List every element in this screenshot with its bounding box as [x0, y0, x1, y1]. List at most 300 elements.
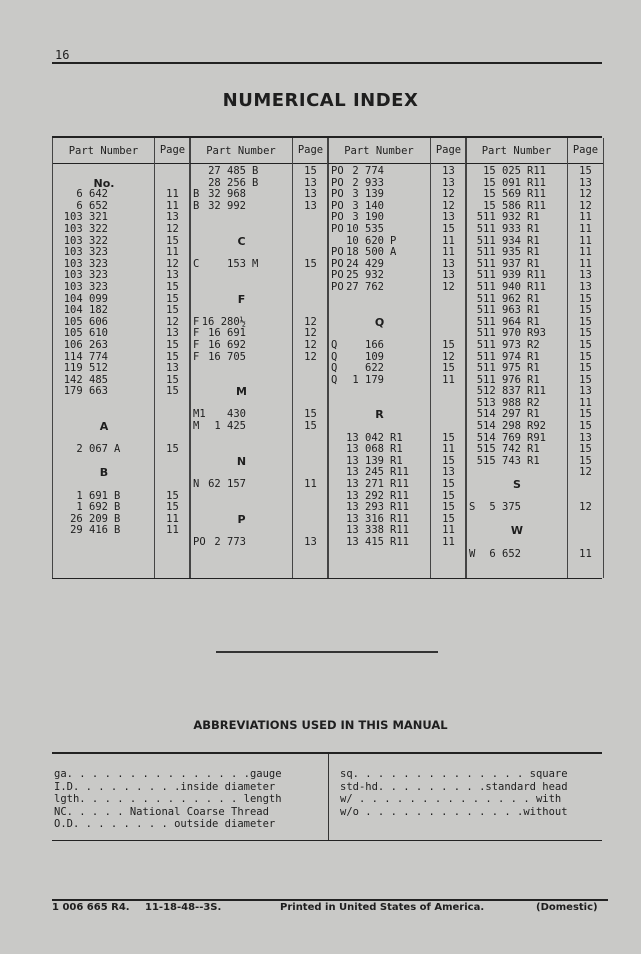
heading-label: F — [237, 292, 246, 306]
page-ref: 15 — [442, 338, 455, 351]
part-number: 105 610 — [63, 327, 108, 340]
index-row — [190, 259, 328, 271]
page-ref: 12 — [442, 188, 455, 201]
index-column — [189, 138, 329, 578]
index-letter-heading — [190, 294, 328, 306]
part-suffix: R11 — [527, 385, 546, 398]
page-ref: 15 — [442, 222, 455, 235]
part-suffix: B — [252, 165, 259, 177]
page-ref: 13 — [442, 211, 455, 224]
index-row — [328, 398, 466, 410]
heading-label: N — [236, 454, 247, 468]
part-number: 513 988 — [476, 396, 521, 409]
page-ref: 11 — [166, 512, 179, 525]
part-number: 103 321 — [63, 211, 108, 224]
part-prefix: B — [193, 199, 200, 212]
page-ref: 15 — [579, 304, 592, 317]
part-number: 13 338 — [346, 524, 384, 537]
index-row — [328, 421, 466, 433]
part-number-header: Part Number — [206, 144, 276, 157]
index-row — [190, 352, 328, 364]
index-row — [53, 305, 190, 317]
part-suffix: B — [114, 512, 121, 525]
page-ref: 15 — [304, 165, 317, 177]
part-suffix: R1 — [390, 431, 403, 444]
part-number: 511 933 — [476, 222, 521, 235]
part-number: 511 974 — [476, 350, 521, 363]
abbreviation-entry: std-hd. . . . . . . . .standard head — [340, 780, 568, 793]
part-number: 106 263 — [63, 338, 108, 351]
page-ref: 13 — [579, 280, 592, 293]
part-number: 6 652 — [76, 199, 108, 212]
page-ref: 13 — [442, 176, 455, 189]
part-prefix: W — [469, 547, 476, 560]
part-suffix: R11 — [390, 478, 409, 491]
part-number: 511 935 — [476, 246, 521, 259]
index-row — [328, 363, 466, 375]
part-prefix: S — [469, 501, 476, 514]
part-prefix: F — [193, 315, 200, 328]
index-row — [53, 409, 190, 421]
index-row — [190, 247, 328, 259]
part-suffix: B — [252, 176, 259, 189]
part-number-header: Part Number — [68, 144, 139, 157]
index-row — [190, 340, 328, 352]
page-ref: 15 — [442, 478, 455, 491]
part-number: 24 429 — [346, 257, 384, 270]
part-suffix: R1 — [527, 362, 540, 375]
page-ref: 13 — [442, 466, 455, 479]
page-number: 16 — [55, 48, 70, 62]
part-number: 515 742 — [476, 443, 521, 456]
part-suffix: R1 — [390, 443, 403, 456]
part-prefix: PO — [331, 280, 344, 293]
index-rows — [53, 166, 190, 537]
page-ref: 15 — [166, 292, 179, 305]
index-row — [328, 386, 466, 398]
index-row — [466, 282, 603, 294]
abbreviation-entry: w/o . . . . . . . . . . . . .without — [340, 805, 568, 818]
part-prefix: PO — [193, 536, 206, 548]
page-ref: 13 — [304, 176, 317, 189]
part-prefix: PO — [331, 257, 344, 270]
part-suffix: P — [390, 234, 397, 247]
part-suffix: M — [252, 257, 259, 270]
part-number: 16 705 — [208, 350, 246, 363]
part-number: 10 620 — [346, 234, 384, 247]
index-row — [466, 363, 603, 375]
heading-label: Q — [374, 315, 385, 329]
part-prefix: N — [193, 478, 200, 491]
part-suffix: R92 — [527, 420, 546, 433]
index-row — [466, 166, 603, 178]
index-row — [53, 247, 190, 259]
part-suffix: R1 — [527, 443, 540, 456]
part-number: 514 769 — [476, 431, 521, 444]
index-rows — [190, 166, 328, 549]
part-number: 29 416 — [70, 524, 108, 537]
part-prefix: B — [193, 188, 200, 201]
part-suffix: R93 — [527, 327, 546, 340]
part-number: 103 323 — [63, 246, 108, 259]
part-number: 2 933 — [352, 176, 384, 189]
index-row — [328, 166, 466, 178]
page-ref: 13 — [304, 536, 317, 548]
part-suffix: B — [114, 489, 121, 502]
part-suffix: R1 — [390, 454, 403, 467]
part-suffix: R11 — [390, 524, 409, 537]
part-prefix: PO — [331, 176, 344, 189]
index-letter-heading — [53, 421, 190, 433]
page-ref: 15 — [166, 373, 179, 386]
heading-label: A — [99, 420, 109, 434]
page-ref: 11 — [304, 478, 317, 491]
part-number: 511 937 — [476, 257, 521, 270]
part-number: 13 292 — [346, 489, 384, 502]
page-ref: 13 — [579, 269, 592, 282]
page-ref: 11 — [579, 211, 592, 224]
part-prefix: F — [193, 350, 200, 363]
index-row — [328, 479, 466, 491]
page-ref: 13 — [166, 327, 179, 340]
part-suffix: B — [114, 524, 121, 537]
part-prefix: M1 — [193, 408, 206, 421]
index-letter-heading — [190, 386, 328, 398]
index-letter-heading — [190, 514, 328, 526]
index-row — [53, 282, 190, 294]
part-number: 25 932 — [346, 269, 384, 282]
page-ref: 15 — [579, 292, 592, 305]
part-number: 511 975 — [476, 362, 521, 375]
abbreviations-title: ABBREVIATIONS USED IN THIS MANUAL — [193, 718, 448, 732]
page-ref: 12 — [442, 280, 455, 293]
part-number: 3 190 — [352, 211, 384, 224]
part-number: 511 932 — [476, 211, 521, 224]
page-ref: 15 — [166, 385, 179, 398]
abbreviation-entry: NC. . . . . National Coarse Thread — [54, 805, 269, 818]
index-row — [466, 224, 603, 236]
part-suffix: R1 — [527, 246, 540, 259]
part-suffix: R1 — [527, 408, 540, 421]
index-row — [466, 421, 603, 433]
part-number: 103 323 — [63, 269, 108, 282]
part-suffix: R1 — [527, 315, 540, 328]
heading-label: S — [513, 478, 521, 492]
part-suffix: A — [390, 246, 397, 259]
part-number: 27 762 — [346, 280, 384, 293]
part-suffix: R11 — [527, 269, 546, 282]
heading-label: P — [237, 512, 246, 526]
part-number: 622 — [365, 362, 384, 375]
index-row — [190, 305, 328, 317]
part-number: 511 976 — [476, 373, 521, 386]
part-suffix: R11 — [390, 489, 409, 502]
page-ref: 15 — [442, 489, 455, 502]
page-ref: 12 — [579, 188, 592, 201]
heading-label: B — [99, 466, 109, 480]
index-row — [466, 340, 603, 352]
index-row — [328, 247, 466, 259]
page-ref: 13 — [304, 188, 317, 201]
abbreviations-divider — [328, 754, 329, 840]
part-number: 13 293 — [346, 501, 384, 514]
part-suffix: R2 — [527, 338, 540, 351]
part-suffix: R11 — [527, 188, 546, 201]
part-number: 511 973 — [476, 338, 521, 351]
part-number: 28 256 — [208, 176, 246, 189]
part-number: 103 323 — [63, 257, 108, 270]
index-row — [328, 282, 466, 294]
index-letter-heading — [53, 467, 190, 479]
numerical-index-table — [52, 136, 602, 579]
part-number: 2 067 — [76, 443, 108, 456]
page-ref: 11 — [166, 188, 179, 201]
page-ref: 15 — [166, 501, 179, 514]
part-number: 511 962 — [476, 292, 521, 305]
part-number: 104 182 — [63, 304, 108, 317]
abbreviations-table — [52, 752, 602, 841]
part-suffix: R1 — [527, 222, 540, 235]
part-number: 3 139 — [352, 188, 384, 201]
page-ref: 15 — [579, 373, 592, 386]
part-number: 16 691 — [208, 327, 246, 340]
part-number: 13 271 — [346, 478, 384, 491]
index-letter-heading — [190, 456, 328, 468]
part-number: 515 743 — [476, 454, 521, 467]
index-column-header — [190, 138, 328, 164]
part-number: 16 280½ — [201, 315, 246, 328]
page-ref: 11 — [166, 246, 179, 259]
index-row — [466, 502, 603, 514]
section-divider — [216, 651, 438, 653]
page-ref: 15 — [579, 408, 592, 421]
part-number: 32 992 — [208, 199, 246, 212]
part-number: 514 298 — [476, 420, 521, 433]
page-ref: 15 — [166, 304, 179, 317]
page-ref: 12 — [166, 315, 179, 328]
index-row — [53, 525, 190, 537]
part-suffix: R11 — [390, 536, 409, 548]
footer-part-number: 1 006 665 R4. — [52, 902, 130, 913]
part-suffix: R11 — [527, 176, 546, 189]
page-ref: 11 — [442, 234, 455, 247]
part-number: 1 179 — [352, 373, 384, 386]
page-ref: 15 — [579, 327, 592, 340]
page-ref: 12 — [304, 338, 317, 351]
part-number: 103 323 — [63, 280, 108, 293]
part-number: 179 663 — [63, 385, 108, 398]
index-row — [53, 363, 190, 375]
index-row — [328, 294, 466, 306]
part-number: 119 512 — [63, 362, 108, 375]
part-prefix: Q — [331, 350, 338, 363]
part-suffix: R1 — [527, 350, 540, 363]
part-suffix: B — [114, 501, 121, 514]
footer-printed-note: Printed in United States of America. — [280, 902, 485, 913]
page-ref: 11 — [166, 199, 179, 212]
index-row — [466, 549, 603, 561]
footer-date-code: 11-18-48--3S. — [145, 902, 222, 913]
part-number: 62 157 — [208, 478, 246, 491]
page-header: Page — [430, 138, 466, 163]
page-title: NUMERICAL INDEX — [222, 90, 419, 111]
part-number: 32 968 — [208, 188, 246, 201]
index-letter-heading — [328, 409, 466, 421]
page-ref: 15 — [304, 257, 317, 270]
page-ref: 15 — [442, 362, 455, 375]
index-row — [466, 467, 603, 479]
part-suffix: R11 — [390, 466, 409, 479]
part-number: 15 586 — [483, 199, 521, 212]
part-number-header: Part Number — [344, 144, 414, 157]
part-number: 511 939 — [476, 269, 521, 282]
index-row — [190, 491, 328, 503]
page-ref: 13 — [166, 362, 179, 375]
index-row — [190, 282, 328, 294]
index-column-header — [53, 138, 190, 164]
page-ref: 11 — [166, 524, 179, 537]
page-ref: 13 — [579, 385, 592, 398]
page-ref: 15 — [166, 489, 179, 502]
page-ref: 15 — [166, 443, 179, 456]
part-number: 104 099 — [63, 292, 108, 305]
index-column — [52, 138, 191, 578]
part-prefix: M — [193, 420, 200, 433]
page-ref: 15 — [442, 512, 455, 525]
index-row — [53, 456, 190, 468]
part-number: 142 485 — [63, 373, 108, 386]
part-number: 103 322 — [63, 222, 108, 235]
part-number: 26 209 — [70, 512, 108, 525]
page-ref: 15 — [304, 420, 317, 433]
part-number: 13 139 — [346, 454, 384, 467]
part-suffix: R11 — [527, 165, 546, 177]
abbreviation-entry: I.D. . . . . . . . .inside diameter — [54, 780, 276, 793]
index-rows — [328, 166, 466, 549]
index-row — [190, 375, 328, 387]
page-ref: 11 — [579, 234, 592, 247]
part-number: 13 316 — [346, 512, 384, 525]
part-number: 430 — [227, 408, 246, 421]
page-ref: 15 — [579, 338, 592, 351]
index-row — [190, 363, 328, 375]
page-header: Page — [292, 138, 328, 163]
part-number: 511 934 — [476, 234, 521, 247]
page-ref: 11 — [442, 536, 455, 548]
index-row — [190, 479, 328, 491]
part-number: 1 425 — [214, 420, 246, 433]
page-ref: 15 — [304, 408, 317, 421]
index-row — [53, 340, 190, 352]
index-rows — [466, 166, 603, 560]
page-ref: 12 — [304, 350, 317, 363]
page-ref: 13 — [442, 269, 455, 282]
part-number: 153 — [227, 257, 246, 270]
part-number: 6 652 — [489, 547, 521, 560]
index-row — [190, 224, 328, 236]
page-ref: 11 — [579, 246, 592, 259]
part-number: 15 025 — [483, 165, 521, 177]
part-prefix: PO — [331, 246, 344, 259]
part-number: 13 415 — [346, 536, 384, 548]
index-row — [190, 502, 328, 514]
part-number: 2 773 — [214, 536, 246, 548]
part-suffix: R11 — [390, 501, 409, 514]
index-row — [190, 421, 328, 433]
part-number-header: Part Number — [481, 144, 552, 157]
part-number: 1 692 — [76, 501, 108, 514]
index-column — [465, 138, 604, 578]
page-ref: 11 — [442, 443, 455, 456]
page-header: Page — [154, 138, 190, 163]
page-ref: 15 — [166, 338, 179, 351]
index-row — [328, 224, 466, 236]
part-prefix: F — [193, 338, 200, 351]
part-number: 512 837 — [476, 385, 521, 398]
index-row — [190, 433, 328, 445]
part-suffix: R91 — [527, 431, 546, 444]
heading-label: No. — [93, 176, 115, 190]
part-number: 15 569 — [483, 188, 521, 201]
part-suffix: R11 — [527, 199, 546, 212]
part-number: 103 322 — [63, 234, 108, 247]
index-letter-heading — [466, 525, 603, 537]
part-suffix: R1 — [527, 292, 540, 305]
part-number: 114 774 — [63, 350, 108, 363]
page-ref: 11 — [579, 222, 592, 235]
index-row — [53, 398, 190, 410]
index-row — [53, 224, 190, 236]
part-suffix: R1 — [527, 304, 540, 317]
page-ref: 12 — [442, 350, 455, 363]
page-ref: 12 — [579, 501, 592, 514]
footer-rule — [52, 899, 608, 901]
page-ref: 15 — [579, 420, 592, 433]
heading-label: R — [375, 408, 384, 422]
part-number: 514 297 — [476, 408, 521, 421]
index-row — [328, 305, 466, 317]
part-number: 511 964 — [476, 315, 521, 328]
part-prefix: PO — [331, 188, 344, 201]
part-number: 5 375 — [489, 501, 521, 514]
part-suffix: R1 — [527, 454, 540, 467]
abbreviation-entry: w/ . . . . . . . . . . . . . . with — [340, 793, 562, 805]
part-number: 109 — [365, 350, 384, 363]
part-suffix: R1 — [527, 211, 540, 224]
index-row — [466, 247, 603, 259]
index-row — [53, 444, 190, 456]
part-number: 1 691 — [76, 489, 108, 502]
part-prefix: C — [193, 257, 200, 270]
page-ref: 11 — [442, 373, 455, 386]
abbreviation-entry: ga. . . . . . . . . . . . . . .gauge — [54, 768, 282, 780]
part-prefix: Q — [331, 338, 338, 351]
page-ref: 13 — [166, 269, 179, 282]
index-row — [53, 386, 190, 398]
part-number: 16 692 — [208, 338, 246, 351]
index-row — [466, 537, 603, 549]
page-ref: 13 — [442, 165, 455, 177]
page-ref: 15 — [579, 315, 592, 328]
part-number: 511 970 — [476, 327, 521, 340]
page-ref: 15 — [442, 454, 455, 467]
heading-label: C — [237, 234, 246, 248]
page-ref: 11 — [579, 257, 592, 270]
index-row — [466, 514, 603, 526]
index-row — [190, 270, 328, 282]
heading-label: M — [236, 385, 247, 399]
part-number: 166 — [365, 338, 384, 351]
